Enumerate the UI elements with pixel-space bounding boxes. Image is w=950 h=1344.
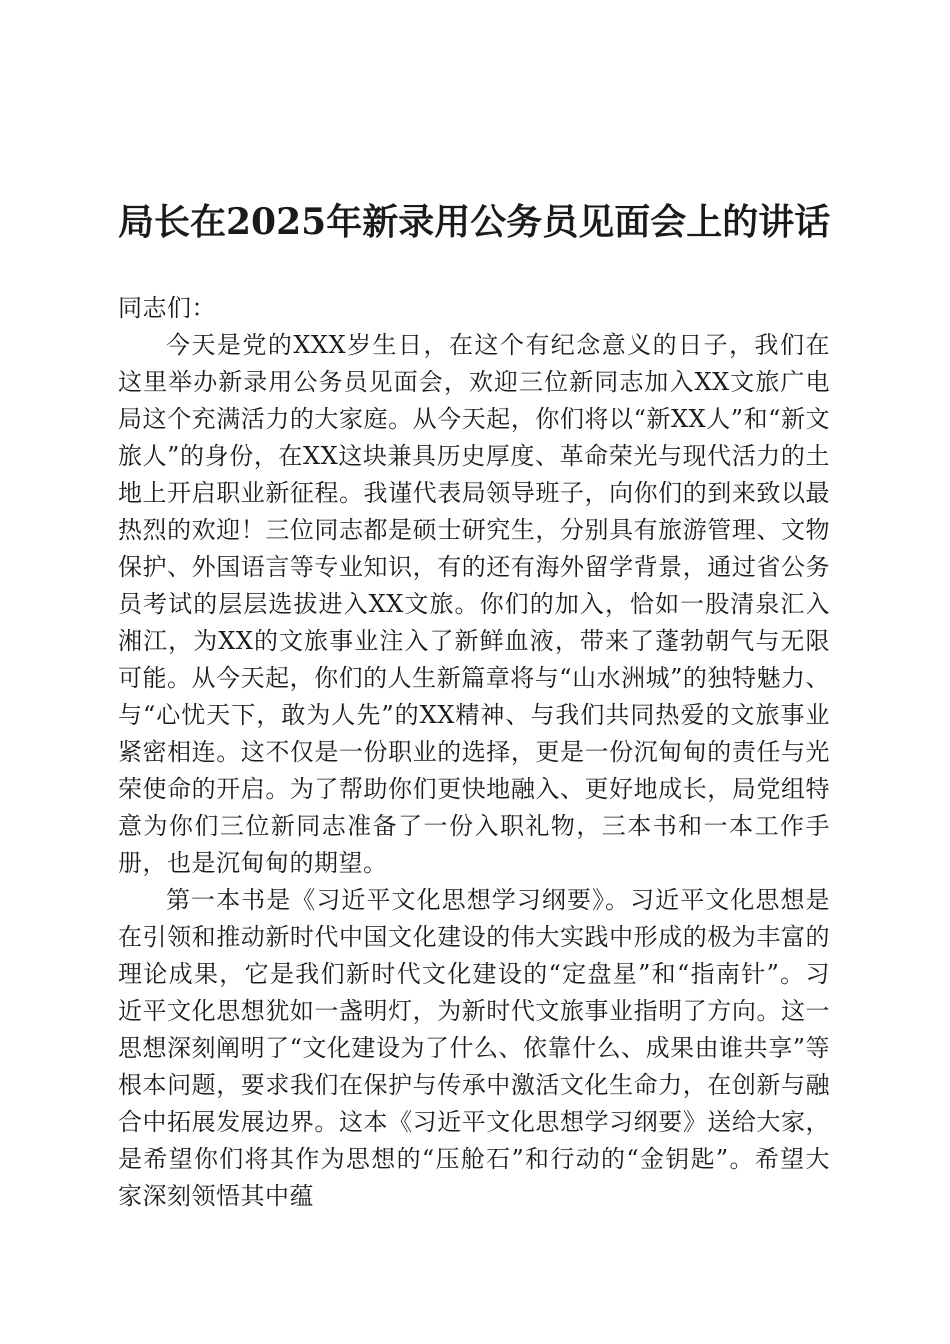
document-body bbox=[118, 290, 830, 1215]
salutation: 同志们： bbox=[118, 294, 216, 322]
paragraph-2: 第一本书是《习近平文化思想学习纲要》。习近平文化思想是在引领和推动新时代中国文化建设的伟大实践中形成的极为丰富的理论成果，它是我们新时代文化建设的“定盘星”和“指南针”。习近平文化思想犹如一盏明灯，为新时代文旅事业指明了方向。这一思想深刻阐明了“文化建设为了什么、依靠什么、成果由谁共享”等根本问题，要求我们在保护与传承中激活文化生命力，在创新与融合中拓展发展边界。这本《习近平文化思想学习纲要》送给大家，是希望你们将其作为思想的“压舱石”和行动的“金钥匙”。希望大家深刻领悟其中蕴 bbox=[118, 886, 830, 1210]
paragraph-1: 今天是党的XXX岁生日，在这个有纪念意义的日子，我们在这里举办新录用公务员见面会，欢迎三位新同志加入XX文旅广电局这个充满活力的大家庭。从今天起，你们将以“新XX人”和“新文旅人”的身份，在XX这块兼具历史厚度、革命荣光与现代活力的土地上开启职业新征程。我谨代表局领导班子，向你们的到来致以最热烈的欢迎！三位同志都是硕士研究生，分别具有旅游管理、文物保护、外国语言等专业知识，有的还有海外留学背景，通过省公务员考试的层层选拔进入XX文旅。你们的加入，恰如一股清泉汇入湘江，为XX的文旅事业注入了新鲜血液，带来了蓬勃朝气与无限可能。从今天起，你们的人生新篇章将与“山水洲城”的独特魅力、与“心忧天下，敢为人先”的XX精神、与我们共同热爱的文旅事业紧密相连。这不仅是一份职业的选择，更是一份沉甸甸的责任与光荣使命的开启。为了帮助你们更快地融入、更好地成长，局党组特意为你们三位新同志准备了一份入职礼物，三本书和一本工作手册，也是沉甸甸的期望。 bbox=[118, 331, 830, 877]
document-title: 局长在2025年新录用公务员见面会上的讲话 bbox=[118, 201, 831, 243]
